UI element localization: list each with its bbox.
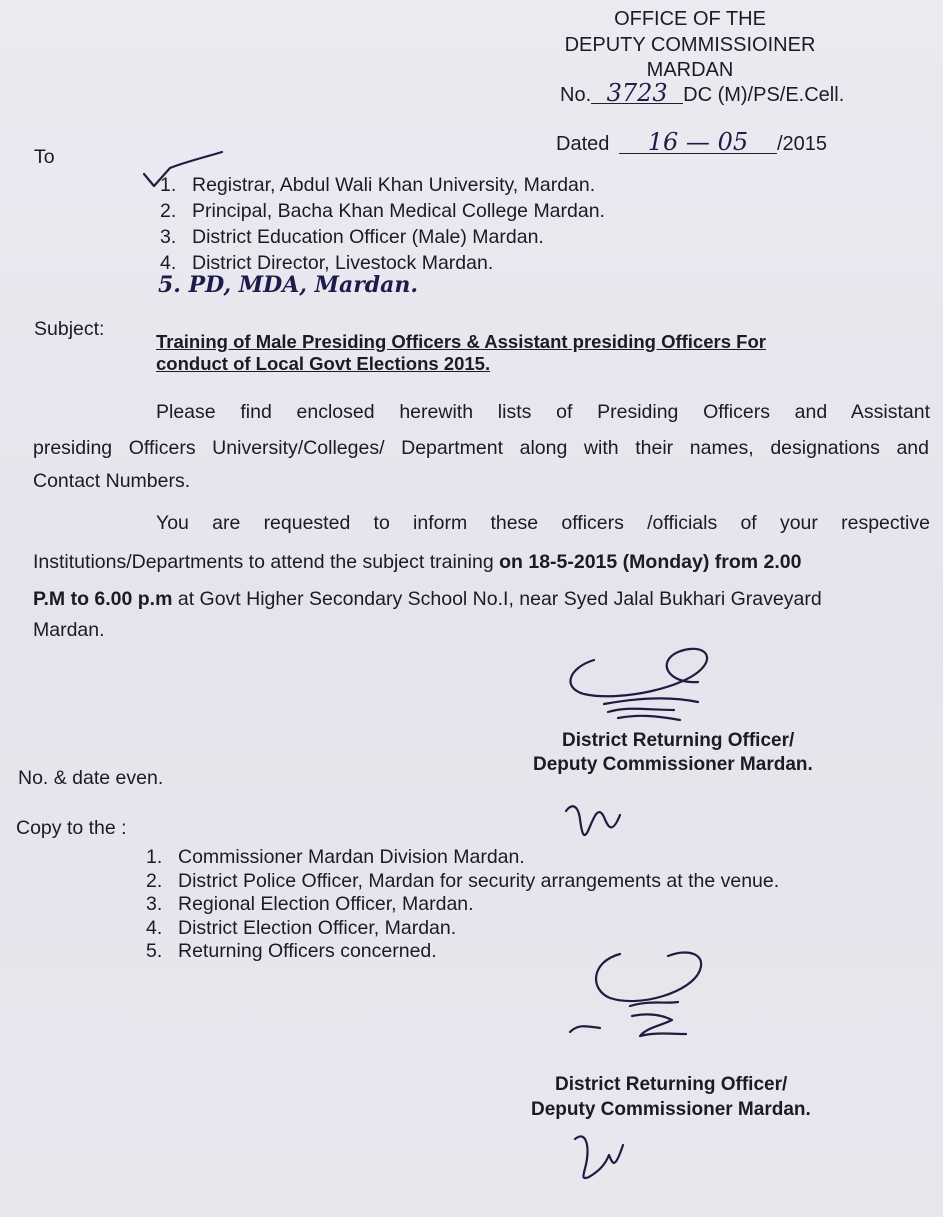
letter-number-handwritten: 3723 — [591, 83, 683, 104]
para1-line-3: Contact Numbers. — [33, 470, 191, 492]
letter-number — [560, 79, 845, 107]
copy-to-label: Copy to the : — [16, 817, 127, 839]
para2-line-3: P.M to 6.00 p.m at Govt Higher Secondary School No.I, near Syed Jalal Bukhari Graveyard — [33, 588, 822, 610]
para1-line-2: presiding Officers University/Colleges/ Department along with their names, designations and — [33, 437, 929, 459]
to-label: To — [34, 146, 55, 168]
sig1-title-line-1: District Returning Officer/ — [562, 730, 795, 751]
recipient-item: 1. Registrar, Abdul Wali Khan University, Mardan. — [160, 174, 596, 196]
office-city: MARDAN — [646, 59, 734, 81]
para2-line-1: You are requested to inform these officers /officials of your respective — [156, 512, 930, 534]
office-title: OFFICE OF THE — [614, 8, 766, 30]
para2-line-2: Institutions/Departments to attend the subject training on 18-5-2015 (Monday) from 2.00 — [33, 551, 802, 573]
recipient-item: 4. District Director, Livestock Mardan. — [160, 252, 494, 274]
copy-to-item: 1. Commissioner Mardan Division Mardan. — [146, 846, 525, 868]
sig1-title-line-2: Deputy Commissioner Mardan. — [533, 754, 813, 775]
recipient-item: 3. District Education Officer (Male) Mardan. — [160, 226, 544, 248]
copy-to-item: 2. District Police Officer, Mardan for security arrangements at the venue. — [146, 869, 780, 892]
recipients-list — [160, 172, 605, 276]
office-name: DEPUTY COMMISSIOINER — [564, 34, 816, 56]
subject-label: Subject: — [34, 318, 105, 340]
sig2-title-line-1: District Returning Officer/ — [555, 1074, 788, 1095]
subject-line-2: conduct of Local Govt Elections 2015. — [156, 353, 491, 374]
initials-2-icon — [565, 1125, 635, 1187]
initials-1-icon — [560, 795, 630, 845]
letter-date — [556, 128, 827, 156]
copy-to-item: 4. District Election Officer, Mardan. — [146, 916, 457, 939]
para2-line-4: Mardan. — [33, 619, 105, 641]
endorsement-line: No. & date even. — [18, 767, 164, 789]
signature-1-icon — [548, 640, 728, 730]
copy-to-item: 3. Regional Election Officer, Mardan. — [146, 893, 474, 915]
letter-date-handwritten: 16 — 05 — [619, 131, 777, 154]
recipient-item: 2. Principal, Bacha Khan Medical College Mardan. — [160, 200, 605, 222]
letter-date-prefix: Dated — [556, 133, 610, 155]
para1-line-1: Please find enclosed herewith lists of Presiding Officers and Assistant — [156, 401, 930, 423]
handwritten-recipient: 5. PD, MDA, Mardan. — [158, 272, 419, 298]
subject-line-1: Training of Male Presiding Officers & Assistant presiding Officers For — [156, 331, 766, 352]
letter-number-suffix: DC (M)/PS/E.Cell. — [683, 84, 845, 106]
sig2-title-line-2: Deputy Commissioner Mardan. — [531, 1099, 811, 1120]
signature-2-icon — [560, 940, 730, 1050]
letter-date-suffix: /2015 — [776, 133, 827, 155]
copy-to-item: 5. Returning Officers concerned. — [146, 940, 437, 962]
letter-number-prefix: No. — [560, 84, 592, 106]
